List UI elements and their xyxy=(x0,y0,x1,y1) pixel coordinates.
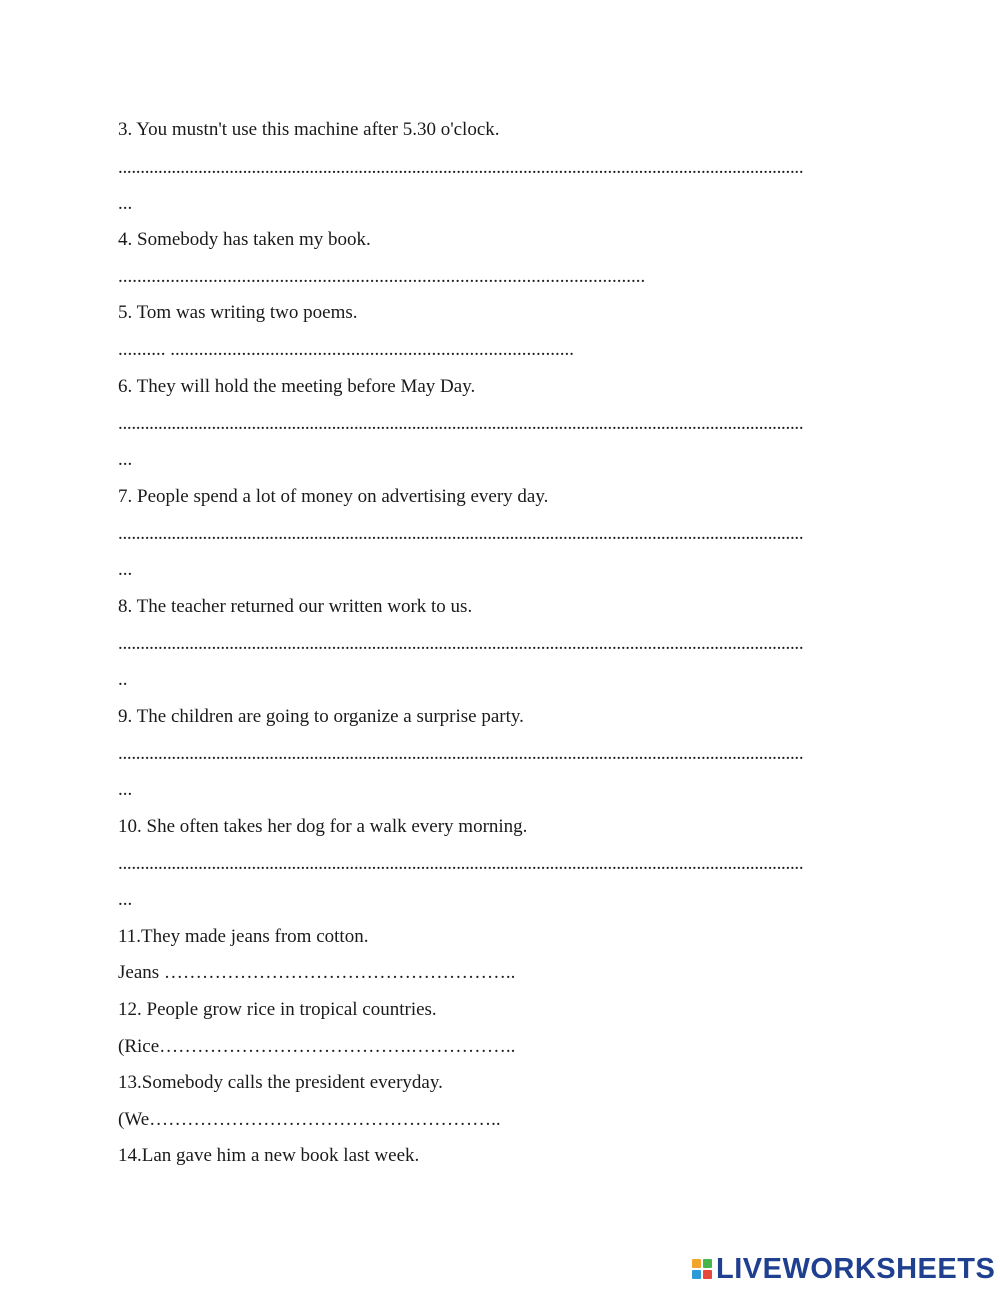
question-5-prompt: 5. Tom was writing two poems. xyxy=(118,302,358,323)
logo-square xyxy=(692,1270,701,1279)
question-3-answer-line[interactable]: .......................................................................................................................................................... xyxy=(118,157,804,178)
question-8-answer-continuation: .. xyxy=(118,669,128,690)
question-4-prompt: 4. Somebody has taken my book. xyxy=(118,229,371,250)
question-10-answer-line[interactable]: .......................................................................................................................................................... xyxy=(118,853,804,874)
question-3-answer-continuation: ... xyxy=(118,193,133,214)
logo-square xyxy=(703,1270,712,1279)
question-13-answer-line[interactable]: (We……………………………………………….. xyxy=(118,1109,501,1130)
logo-square xyxy=(703,1259,712,1268)
question-6-answer-line[interactable]: .......................................................................................................................................................... xyxy=(118,413,804,434)
question-13-prompt: 13.Somebody calls the president everyday. xyxy=(118,1072,443,1093)
liveworksheets-wordmark: LIVEWORKSHEETS xyxy=(716,1253,996,1285)
question-9-answer-continuation: ... xyxy=(118,779,133,800)
question-11-answer-line[interactable]: Jeans ……………………………………………….. xyxy=(118,962,516,983)
question-11-prompt: 11.They made jeans from cotton. xyxy=(118,926,369,947)
question-5-answer-line[interactable]: .......... ..................................................................................... xyxy=(118,339,574,360)
question-14-prompt: 14.Lan gave him a new book last week. xyxy=(118,1145,420,1166)
question-8-prompt: 8. The teacher returned our written work to us. xyxy=(118,596,473,617)
question-10-answer-continuation: ... xyxy=(118,889,133,910)
logo-square xyxy=(692,1259,701,1268)
liveworksheets-mark-icon xyxy=(692,1259,712,1279)
question-3-prompt: 3. You mustn't use this machine after 5.30 o'clock. xyxy=(118,119,500,140)
question-8-answer-line[interactable]: .......................................................................................................................................................... xyxy=(118,633,804,654)
question-7-answer-line[interactable]: .......................................................................................................................................................... xyxy=(118,523,804,544)
question-12-prompt: 12. People grow rice in tropical countries. xyxy=(118,999,437,1020)
question-9-prompt: 9. The children are going to organize a surprise party. xyxy=(118,706,524,727)
question-9-answer-line[interactable]: .......................................................................................................................................................... xyxy=(118,743,804,764)
question-6-answer-continuation: ... xyxy=(118,449,133,470)
question-6-prompt: 6. They will hold the meeting before May Day. xyxy=(118,376,476,397)
question-4-answer-line[interactable]: ............................................................................................................... xyxy=(118,266,646,287)
question-12-answer-line[interactable]: (Rice………………………………….…………….. xyxy=(118,1036,516,1057)
question-7-answer-continuation: ... xyxy=(118,559,133,580)
liveworksheets-logo xyxy=(692,1252,995,1286)
question-7-prompt: 7. People spend a lot of money on advertising every day. xyxy=(118,486,549,507)
question-10-prompt: 10. She often takes her dog for a walk every morning. xyxy=(118,816,528,837)
